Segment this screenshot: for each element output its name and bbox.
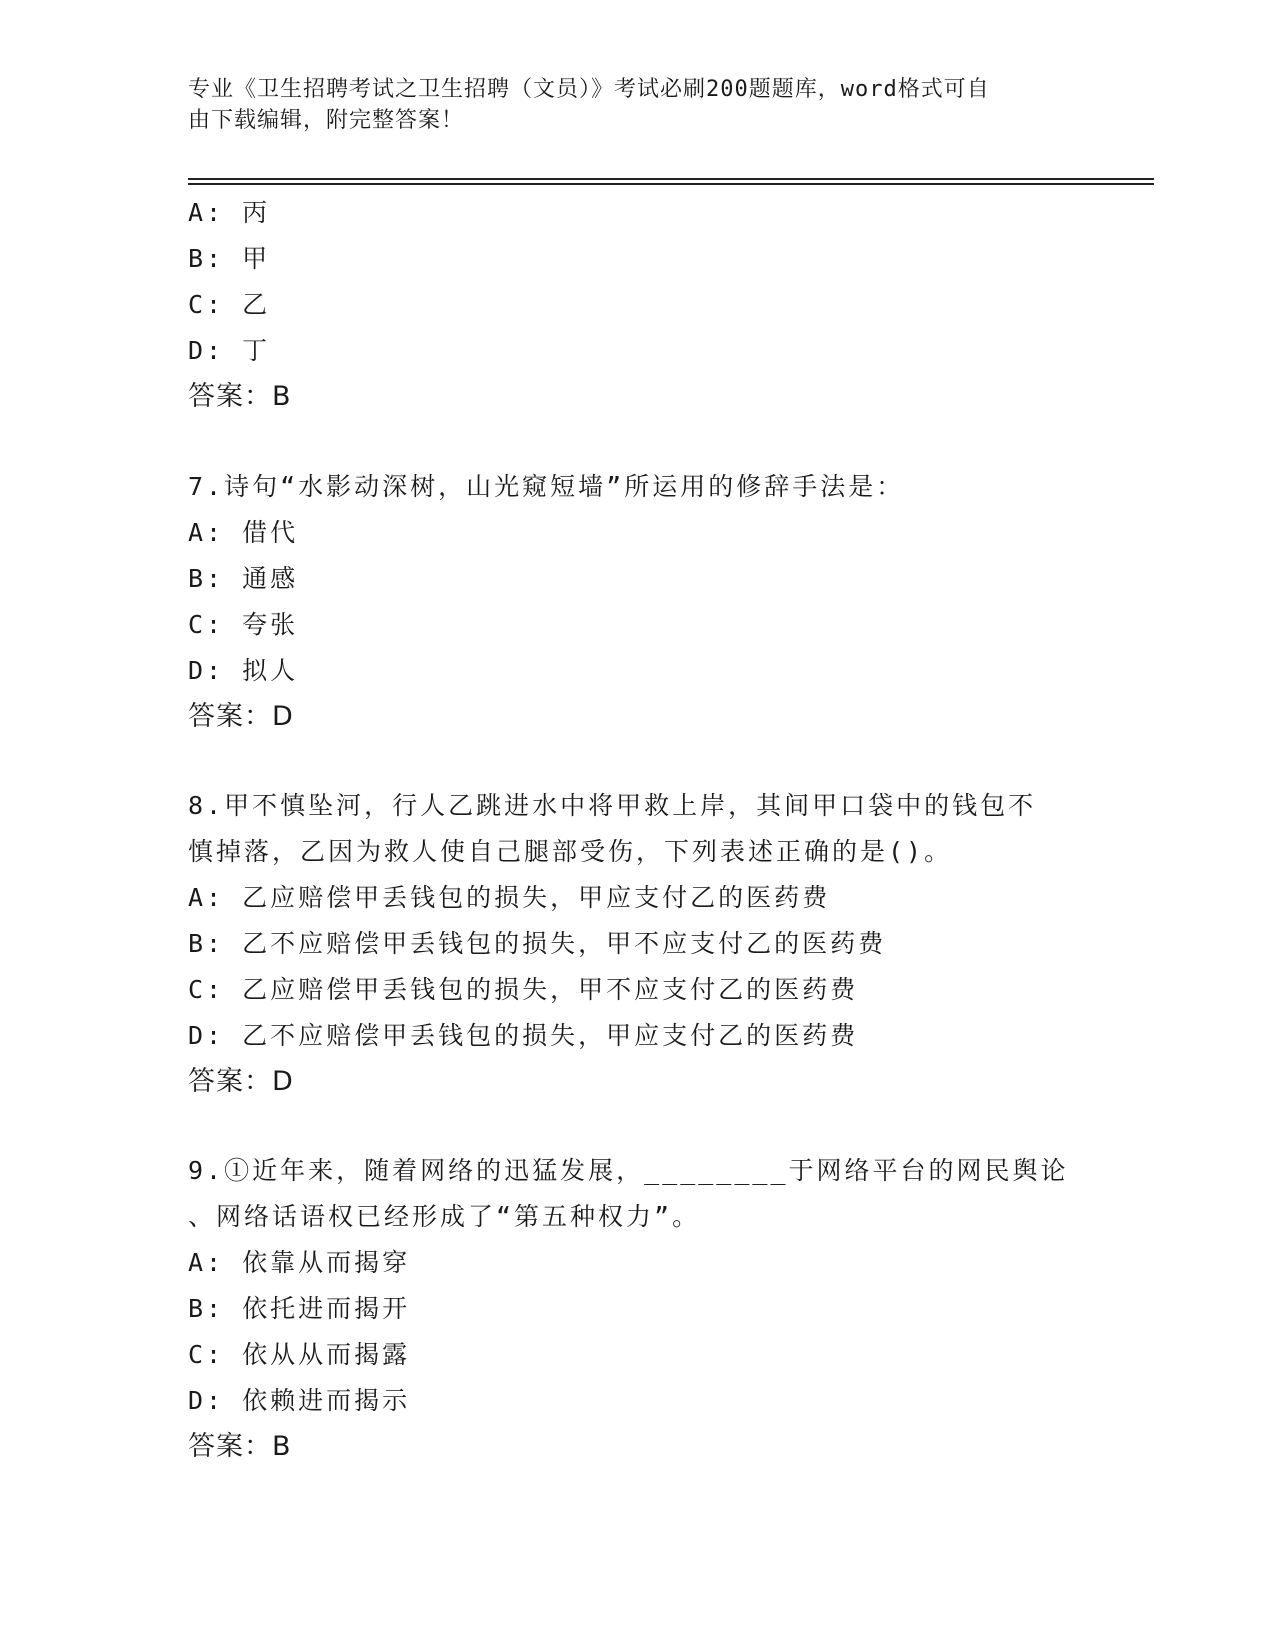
option-b: B: 通感 bbox=[188, 564, 299, 593]
option-a: A: 依靠从而揭穿 bbox=[188, 1248, 411, 1277]
option-c: C: 乙 bbox=[188, 290, 271, 319]
option-b: B: 依托进而揭开 bbox=[188, 1294, 411, 1323]
option-d: D: 乙不应赔偿甲丢钱包的损失，甲应支付乙的医药费 bbox=[188, 1021, 859, 1050]
answer-line: 答案：D bbox=[188, 1066, 294, 1097]
header-line-1: 专业《卫生招聘考试之卫生招聘（文员）》考试必刷200题题库，word格式可自 bbox=[188, 77, 990, 102]
option-a: A: 借代 bbox=[188, 518, 299, 547]
option-d: D: 拟人 bbox=[188, 656, 299, 685]
option-a: A: 丙 bbox=[188, 198, 271, 227]
answer-line: 答案：B bbox=[188, 1431, 292, 1462]
option-c: C: 依从从而揭露 bbox=[188, 1340, 411, 1369]
question-stem: 9.①近年来，随着网络的迅猛发展，________于网络平台的网民舆论 bbox=[188, 1156, 1069, 1185]
question-8 bbox=[188, 783, 1088, 1105]
header-divider-top bbox=[188, 178, 1154, 180]
option-d: D: 丁 bbox=[188, 336, 271, 365]
question-stem: 8.甲不慎坠河，行人乙跳进水中将甲救上岸，其间甲口袋中的钱包不 bbox=[188, 791, 1037, 820]
question-9 bbox=[188, 1148, 1088, 1470]
option-c: C: 乙应赔偿甲丢钱包的损失，甲不应支付乙的医药费 bbox=[188, 975, 859, 1004]
question-7 bbox=[188, 464, 1088, 740]
spacer bbox=[188, 740, 1088, 783]
question-list bbox=[188, 190, 1088, 1470]
document-header bbox=[188, 74, 1068, 136]
question-stem: 7.诗句“水影动深树，山光窥短墙”所运用的修辞手法是： bbox=[188, 472, 905, 501]
option-b: B: 乙不应赔偿甲丢钱包的损失，甲不应支付乙的医药费 bbox=[188, 929, 887, 958]
option-a: A: 乙应赔偿甲丢钱包的损失，甲应支付乙的医药费 bbox=[188, 883, 831, 912]
option-d: D: 依赖进而揭示 bbox=[188, 1386, 411, 1415]
spacer bbox=[188, 1105, 1088, 1148]
answer-line: 答案：B bbox=[188, 381, 292, 412]
option-b: B: 甲 bbox=[188, 244, 271, 273]
question-stem-continued: 、网络话语权已经形成了“第五种权力”。 bbox=[188, 1202, 701, 1231]
header-line-2: 由下载编辑，附完整答案！ bbox=[188, 108, 465, 133]
spacer bbox=[188, 420, 1088, 464]
answer-line: 答案：D bbox=[188, 701, 294, 732]
question-stem-continued: 慎掉落，乙因为救人使自己腿部受伤，下列表述正确的是()。 bbox=[188, 837, 953, 866]
option-c: C: 夸张 bbox=[188, 610, 299, 639]
question-6 bbox=[188, 190, 1088, 420]
header-divider-bottom bbox=[188, 183, 1154, 185]
